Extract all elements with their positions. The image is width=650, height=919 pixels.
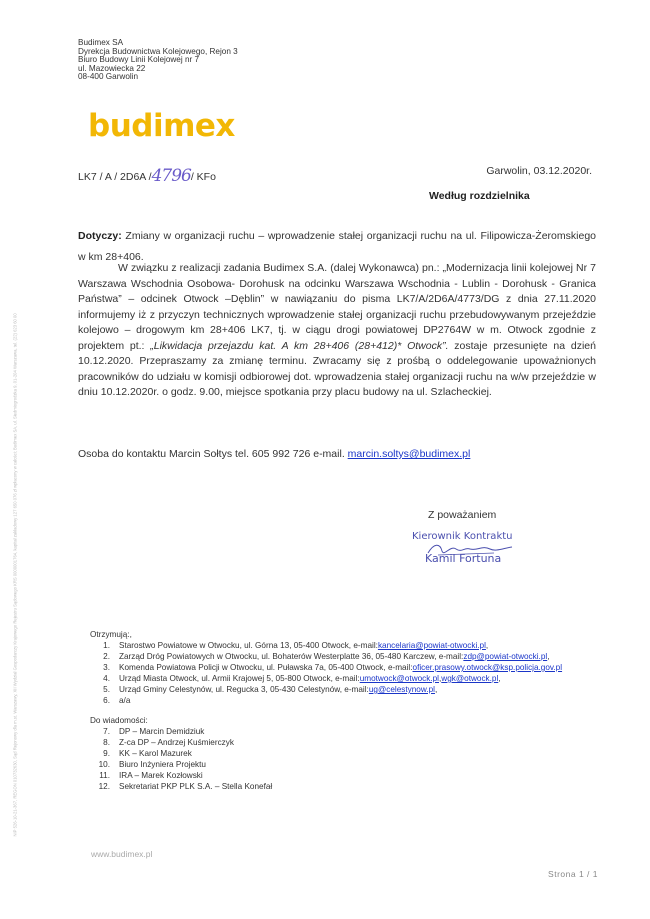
list-tail: , (434, 685, 438, 694)
list-text: Starostwo Powiatowe w Otwocku, ul. Górna 13, 05-400 Otwock, e-mail: (119, 641, 378, 650)
project-title: „Likwidacja przejazdu kat. A km 28+406 (28+412)* Otwock”. (150, 339, 449, 352)
list-number: 8. (103, 738, 110, 747)
list-item (90, 662, 562, 673)
reference-number (78, 165, 216, 185)
signature-stamp (412, 531, 513, 565)
sender-line: ul. Mazowiecka 22 (78, 63, 146, 73)
cc-heading: Do wiadomości: (90, 716, 148, 725)
email-link[interactable]: oficer.prasowy.otwock@ksp.policja.gov.pl (412, 663, 563, 672)
contact-email-link[interactable]: marcin.soltys@budimex.pl (347, 448, 471, 460)
list-item (90, 640, 562, 651)
list-item (90, 759, 562, 770)
recipients-heading: Otrzymują:, (90, 630, 132, 639)
list-text: Sekretariat PKP PLK S.A. – Stella Konefał (119, 782, 273, 791)
sender-line: 08-400 Garwolin (78, 72, 139, 82)
list-text: Komenda Powiatowa Policji w Otwocku, ul. Puławska 7a, 05-400 Otwock, e-mail: (119, 663, 413, 672)
subject-text: Zmiany w organizacji ruchu – wprowadzenie stałej organizacji ruchu na ul. Filipowicza-Żeromskiego w km 28+406. (78, 230, 596, 263)
distribution-heading: Według rozdzielnika (429, 190, 530, 202)
list-number: 5. (103, 685, 110, 694)
list-item (90, 673, 562, 684)
date-line: Garwolin, 03.12.2020r. (486, 165, 592, 177)
list-text: Z-ca DP – Andrzej Kuśmierczyk (119, 738, 234, 747)
stamp-name: Kamil Fortuna (425, 552, 502, 565)
list-item (90, 770, 562, 781)
reference-suffix: / KFo (190, 171, 216, 183)
body-text-part1: W związku z realizacji zadania Budimex S.A. (dalej Wykonawca) pn.: „Modernizacja linii kolejowej Nr 7 Warszawa Wschodnia Osobowa- Dorohusk na odcinku Warszawa Wschodnia - Lublin - Dorohusk - Granica Państwa” – odcinek Otwock –Dęblin” w nawiązaniu do pisma LK7/A/2D6A/4773/DG z dnia 27.11.2020 informujemy iż z przyczyn technicznych wprowadzenie stałej organizacji ruchu przebudowywanym przejeździe kolejowo – drogowym km 28+406 LK7, tj. w ciągu drogi powiatowej DP2764W w m. Otwock zgodnie z projektem pt.: (78, 262, 596, 352)
list-number: 2. (103, 652, 110, 661)
list-item (90, 684, 562, 695)
sender-line: Dyrekcja Budownictwa Kolejowego, Rejon 3 (78, 46, 238, 56)
reference-prefix: LK7 / A / 2D6A / (78, 171, 152, 183)
list-number: 7. (103, 727, 110, 736)
list-tail: , (439, 674, 442, 683)
list-text: Biuro Inżyniera Projektu (119, 760, 206, 769)
subject-label: Dotyczy: (78, 230, 122, 242)
list-item (90, 748, 562, 759)
list-number: 9. (103, 749, 110, 758)
list-tail: , (498, 674, 501, 683)
email-link[interactable]: wgk@otwock.pl (441, 674, 499, 683)
list-text: Urząd Gminy Celestynów, ul. Regucka 3, 05-430 Celestynów, e-mail: (119, 685, 369, 694)
list-number: 3. (103, 663, 110, 672)
body-text-part2: zostaje przesunięte na dzień 10.12.2020. Przepraszamy za zmianę terminu. Zwracamy się z prośbą o oddelegowanie upoważnionych pracowników do udziału w komisji odbiorowej dot. wprowadzenia stałej organizacji ruchu na w/w przejeździe w dniu 10.12.2020r. o godz. 9.00, miejsce spotkania przy placu budowy na ul. Szlacheckiej. (78, 339, 596, 398)
list-text: DP – Marcin Demidziuk (119, 727, 205, 736)
email-link[interactable]: kancelaria@powiat-otwocki.pl (377, 641, 486, 650)
closing: Z poważaniem (428, 509, 497, 521)
list-text: Zarząd Dróg Powiatowych w Otwocku, ul. Bohaterów Westerplatte 36, 05-480 Karczew, e-mail: (119, 652, 464, 661)
body-paragraph (78, 261, 596, 401)
list-text: KK – Karol Mazurek (119, 749, 192, 758)
list-item (90, 726, 562, 737)
list-item (90, 737, 562, 748)
list-item (90, 781, 562, 792)
list-tail: , (485, 641, 489, 650)
email-link[interactable]: zdp@powiat-otwocki.pl (463, 652, 548, 661)
email-link[interactable]: ug@celestynow.pl (368, 685, 435, 694)
sender-line: Budimex SA (78, 38, 124, 47)
list-tail: , (547, 652, 550, 661)
signature-scribble (424, 539, 514, 561)
footer-url: www.budimex.pl (91, 849, 153, 859)
list-number: 4. (103, 674, 110, 683)
list-number: 11. (99, 771, 110, 780)
list-item (90, 695, 562, 706)
list-text: IRA – Marek Kozłowski (119, 771, 203, 780)
budimex-logo: budimex (88, 108, 235, 144)
list-number: 12. (98, 782, 110, 791)
list-text: a/a (119, 696, 131, 705)
distribution-lists (90, 629, 562, 792)
contact-line (78, 448, 470, 460)
email-link[interactable]: umotwock@otwock.pl (359, 674, 439, 683)
sender-line: Biuro Budowy Linii Kolejowej nr 7 (78, 55, 200, 65)
stamp-title: Kierownik Kontraktu (412, 531, 513, 542)
page-number: Strona 1 / 1 (548, 869, 598, 879)
sender-address (78, 39, 238, 82)
side-legal-text: NIP 526-10-21-367, REGON 010732630, Sąd Rejonowy dla m.st. Warszawy, XII Wydział Gospodarczy Krajowego Rejestru Sądowego KRS 0000001764, kapitał zakładowy 127 650 076 zł wpłacony w całości; Budimex SA, ul. Siedmiogrodzka 9, 01-204 Warszawa, tel. (22) 623 60 00 (12, 313, 18, 837)
list-text: Urząd Miasta Otwock, ul. Armii Krajowej 5, 05-800 Otwock, e-mail: (119, 674, 360, 683)
list-item (90, 651, 562, 662)
handwritten-number: 4796 (151, 166, 191, 186)
list-number: 1. (103, 641, 110, 650)
list-number: 10. (98, 760, 110, 769)
contact-text: Osoba do kontaktu Marcin Sołtys tel. 605 992 726 e-mail. (78, 448, 348, 460)
list-number: 6. (103, 696, 110, 705)
